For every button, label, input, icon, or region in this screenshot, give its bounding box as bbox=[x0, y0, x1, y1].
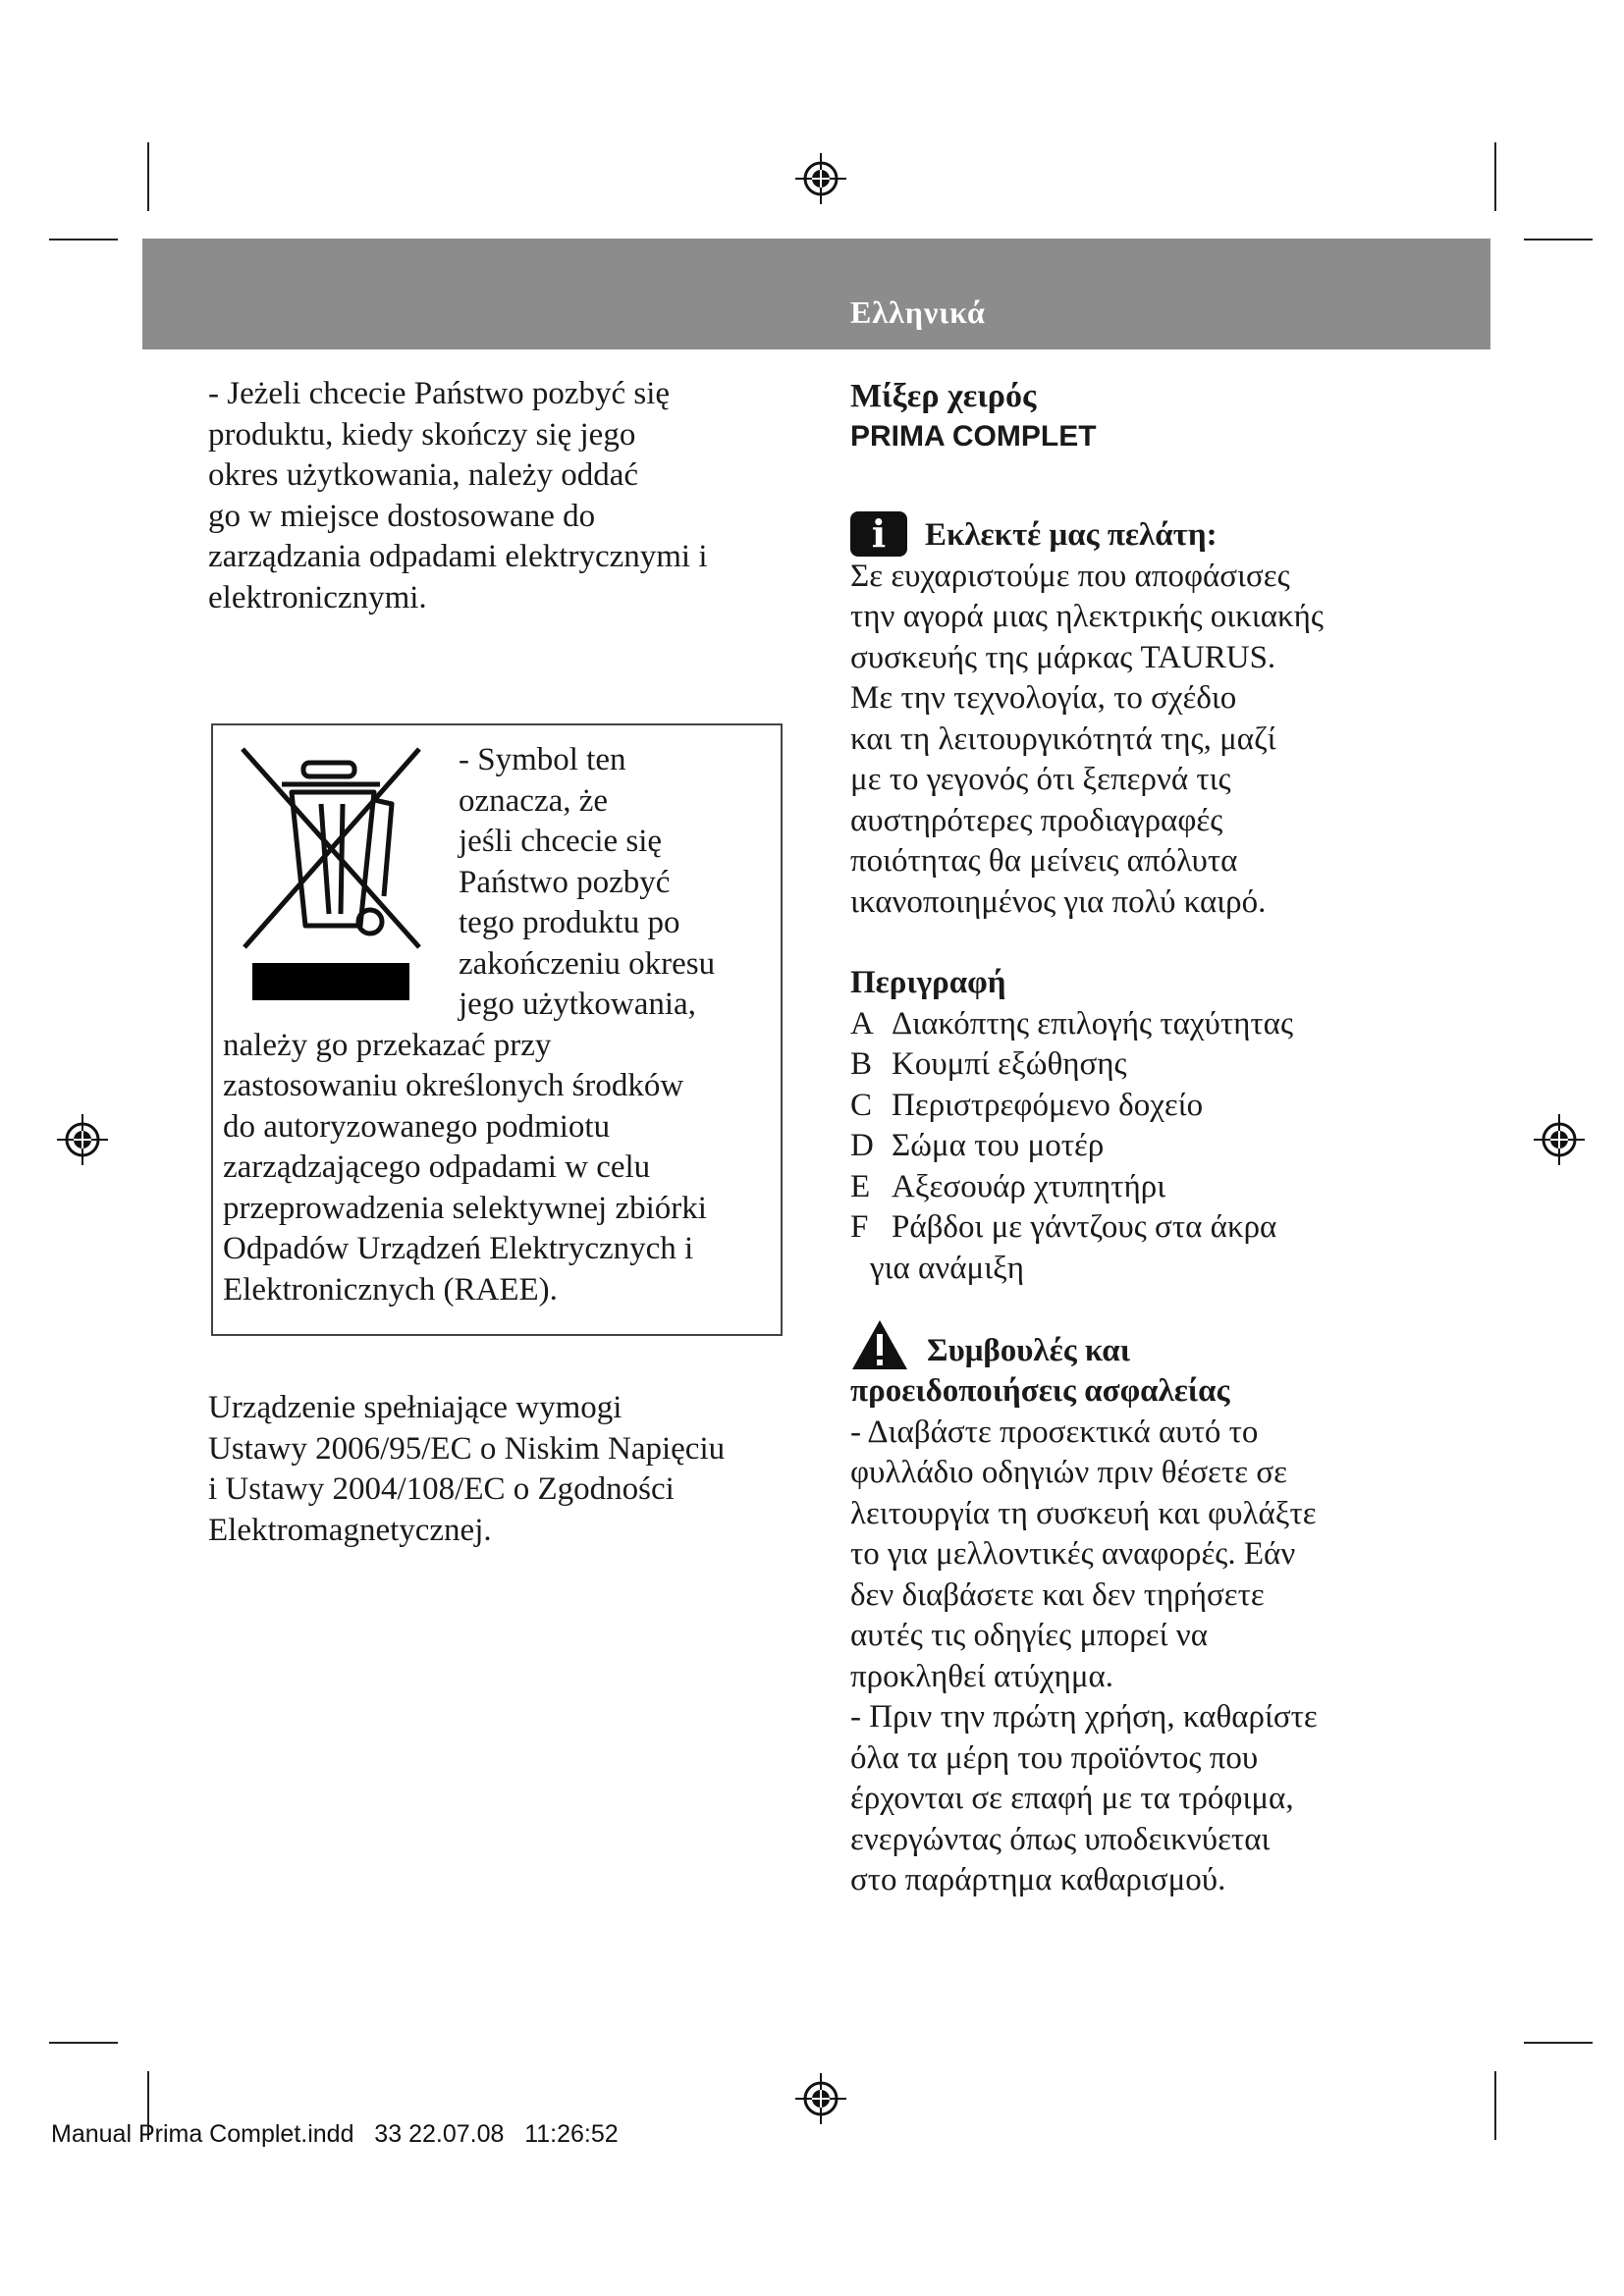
crop-mark bbox=[49, 2042, 118, 2044]
warning-triangle-icon bbox=[850, 1318, 909, 1371]
text-line: Odpadów Urządzeń Elektrycznych i bbox=[223, 1231, 694, 1266]
text-line: jeśli chcecie się bbox=[459, 824, 663, 859]
text-line: ποιότητας θα μείνεις απόλυτα bbox=[850, 843, 1238, 879]
description-item bbox=[850, 1207, 1459, 1249]
text-line: przeprowadzenia selektywnej zbiórki bbox=[223, 1190, 707, 1226]
registration-mark-icon bbox=[793, 2071, 848, 2126]
text-line: Elektromagnetycznej. bbox=[208, 1512, 492, 1548]
crop-mark bbox=[49, 239, 118, 240]
safety-heading-text: Συμβουλές και bbox=[927, 1332, 1130, 1368]
crop-mark bbox=[1494, 142, 1496, 211]
text-line: ικανοποιημένος για πολύ καιρό. bbox=[850, 883, 1267, 920]
text-line: το για μελλοντικές αναφορές. Εάν bbox=[850, 1536, 1296, 1572]
text-line: należy go przekazać przy bbox=[223, 1027, 552, 1063]
right-column bbox=[850, 376, 1459, 1901]
item-letter: E bbox=[850, 1168, 871, 1204]
item-letter: D bbox=[850, 1128, 874, 1163]
text-line: αυστηρότερες προδιαγραφές bbox=[850, 802, 1223, 838]
safety-heading bbox=[850, 1318, 1459, 1371]
text-line: προκληθεί ατύχημα. bbox=[850, 1658, 1114, 1694]
item-text: Ράβδοι με γάντζους στα άκρα bbox=[892, 1209, 1277, 1245]
info-icon: i bbox=[850, 511, 907, 557]
text-line: - Jeżeli chcecie Państwo pozbyć się bbox=[208, 376, 671, 411]
text-line: Państwo pozbyć bbox=[459, 864, 671, 900]
text-line: Ustawy 2006/95/EC o Niskim Napięciu bbox=[208, 1430, 726, 1467]
description-item bbox=[850, 1086, 1459, 1127]
weee-notice-box bbox=[211, 723, 783, 1336]
language-title: Ελληνικά bbox=[850, 294, 986, 330]
crop-mark bbox=[147, 142, 149, 211]
text-line: - Διαβάστε προσεκτικά αυτό το bbox=[850, 1414, 1259, 1450]
crop-mark bbox=[1524, 239, 1593, 240]
text-line: produktu, kiedy skończy się jego bbox=[208, 416, 636, 453]
text-line: do autoryzowanego podmiotu bbox=[223, 1108, 611, 1145]
text-line: Με την τεχνολογία, το σχέδιο bbox=[850, 680, 1237, 716]
text-line: tego produktu po bbox=[459, 905, 680, 940]
welcome-heading-text: Εκλεκτέ μας πελάτη: bbox=[925, 517, 1218, 553]
text-line: Σε ευχαριστούμε που αποφάσισες bbox=[850, 558, 1290, 594]
item-text-continuation: για ανάμιξη bbox=[870, 1250, 1025, 1286]
registration-mark-icon bbox=[793, 151, 848, 206]
description-item bbox=[850, 1004, 1459, 1045]
product-title: Μίξερ χειρός bbox=[850, 378, 1037, 414]
text-line: i Ustawy 2004/108/EC o Zgodności bbox=[208, 1471, 675, 1507]
safety-heading-line2: προειδοποιήσεις ασφαλείας bbox=[850, 1373, 1230, 1409]
text-line: zarządzającego odpadami w celu bbox=[223, 1149, 651, 1185]
text-line: elektronicznymi. bbox=[208, 579, 427, 615]
item-text: Αξεσουάρ χτυπητήρι bbox=[892, 1168, 1166, 1204]
text-line: zastosowaniu określonych środków bbox=[223, 1068, 684, 1103]
text-line: ενεργώντας όπως υποδεικνύεται bbox=[850, 1821, 1271, 1857]
text-line: φυλλάδιο οδηγιών πριν θέσετε σε bbox=[850, 1455, 1288, 1490]
text-line: συσκευής της μάρκας TAURUS. bbox=[850, 639, 1276, 675]
item-text: Κουμπί εξώθησης bbox=[892, 1046, 1127, 1082]
compliance-paragraph bbox=[208, 1388, 797, 1551]
description-item bbox=[850, 1044, 1459, 1086]
text-line: Elektronicznych (RAEE). bbox=[223, 1271, 558, 1308]
item-letter: A bbox=[850, 1005, 874, 1041]
description-heading: Περιγραφή bbox=[850, 965, 1006, 1000]
weee-notice-text bbox=[223, 740, 773, 1310]
print-slug: Manual Prima Complet.indd 33 22.07.08 11:26:52 bbox=[51, 2120, 619, 2148]
header-band bbox=[142, 239, 1490, 349]
item-text: Περιστρεφόμενο δοχείο bbox=[892, 1087, 1204, 1123]
text-line: okres użytkowania, należy oddać bbox=[208, 457, 638, 493]
item-text: Διακόπτης επιλογής ταχύτητας bbox=[892, 1005, 1294, 1041]
crop-mark bbox=[1494, 2071, 1496, 2140]
text-line: αυτές τις οδηγίες μπορεί να bbox=[850, 1618, 1208, 1653]
text-line: - Πριν την πρώτη χρήση, καθαρίστε bbox=[850, 1699, 1318, 1735]
crop-mark bbox=[1524, 2042, 1593, 2044]
text-line: έρχονται σε επαφή με τα τρόφιμα, bbox=[850, 1781, 1294, 1816]
text-line: λειτουργία τη συσκευή και φυλάξτε bbox=[850, 1495, 1317, 1531]
registration-mark-icon bbox=[1532, 1112, 1587, 1167]
text-line: δεν διαβάσετε και δεν τηρήσετε bbox=[850, 1576, 1265, 1613]
description-item bbox=[850, 1126, 1459, 1167]
description-item bbox=[850, 1167, 1459, 1208]
text-line: στο παράρτημα καθαρισμού. bbox=[850, 1862, 1226, 1897]
text-line: zakończeniu okresu bbox=[459, 945, 716, 982]
product-model: PRIMA COMPLET bbox=[850, 419, 1097, 453]
text-line: oznacza, że bbox=[459, 782, 609, 819]
text-line: - Symbol ten bbox=[459, 742, 626, 777]
text-line: go w miejsce dostosowane do bbox=[208, 498, 596, 534]
item-letter: B bbox=[850, 1046, 873, 1082]
text-line: και τη λειτουργικότητά της, μαζί bbox=[850, 721, 1276, 757]
welcome-heading bbox=[850, 511, 1459, 557]
text-line: την αγορά μιας ηλεκτρικής οικιακής bbox=[850, 599, 1324, 634]
text-line: με το γεγονός ότι ξεπερνά τις bbox=[850, 762, 1231, 797]
text-line: zarządzania odpadami elektrycznymi i bbox=[208, 539, 708, 574]
item-letter: C bbox=[850, 1087, 873, 1123]
text-line: όλα τα μέρη του προϊόντος που bbox=[850, 1739, 1259, 1776]
item-text: Σώμα του μοτέρ bbox=[892, 1128, 1105, 1163]
text-line: Urządzenie spełniające wymogi bbox=[208, 1390, 623, 1425]
disposal-paragraph bbox=[208, 374, 797, 618]
registration-mark-icon bbox=[55, 1112, 110, 1167]
text-line: jego użytkowania, bbox=[459, 987, 696, 1022]
item-letter: F bbox=[850, 1209, 869, 1245]
